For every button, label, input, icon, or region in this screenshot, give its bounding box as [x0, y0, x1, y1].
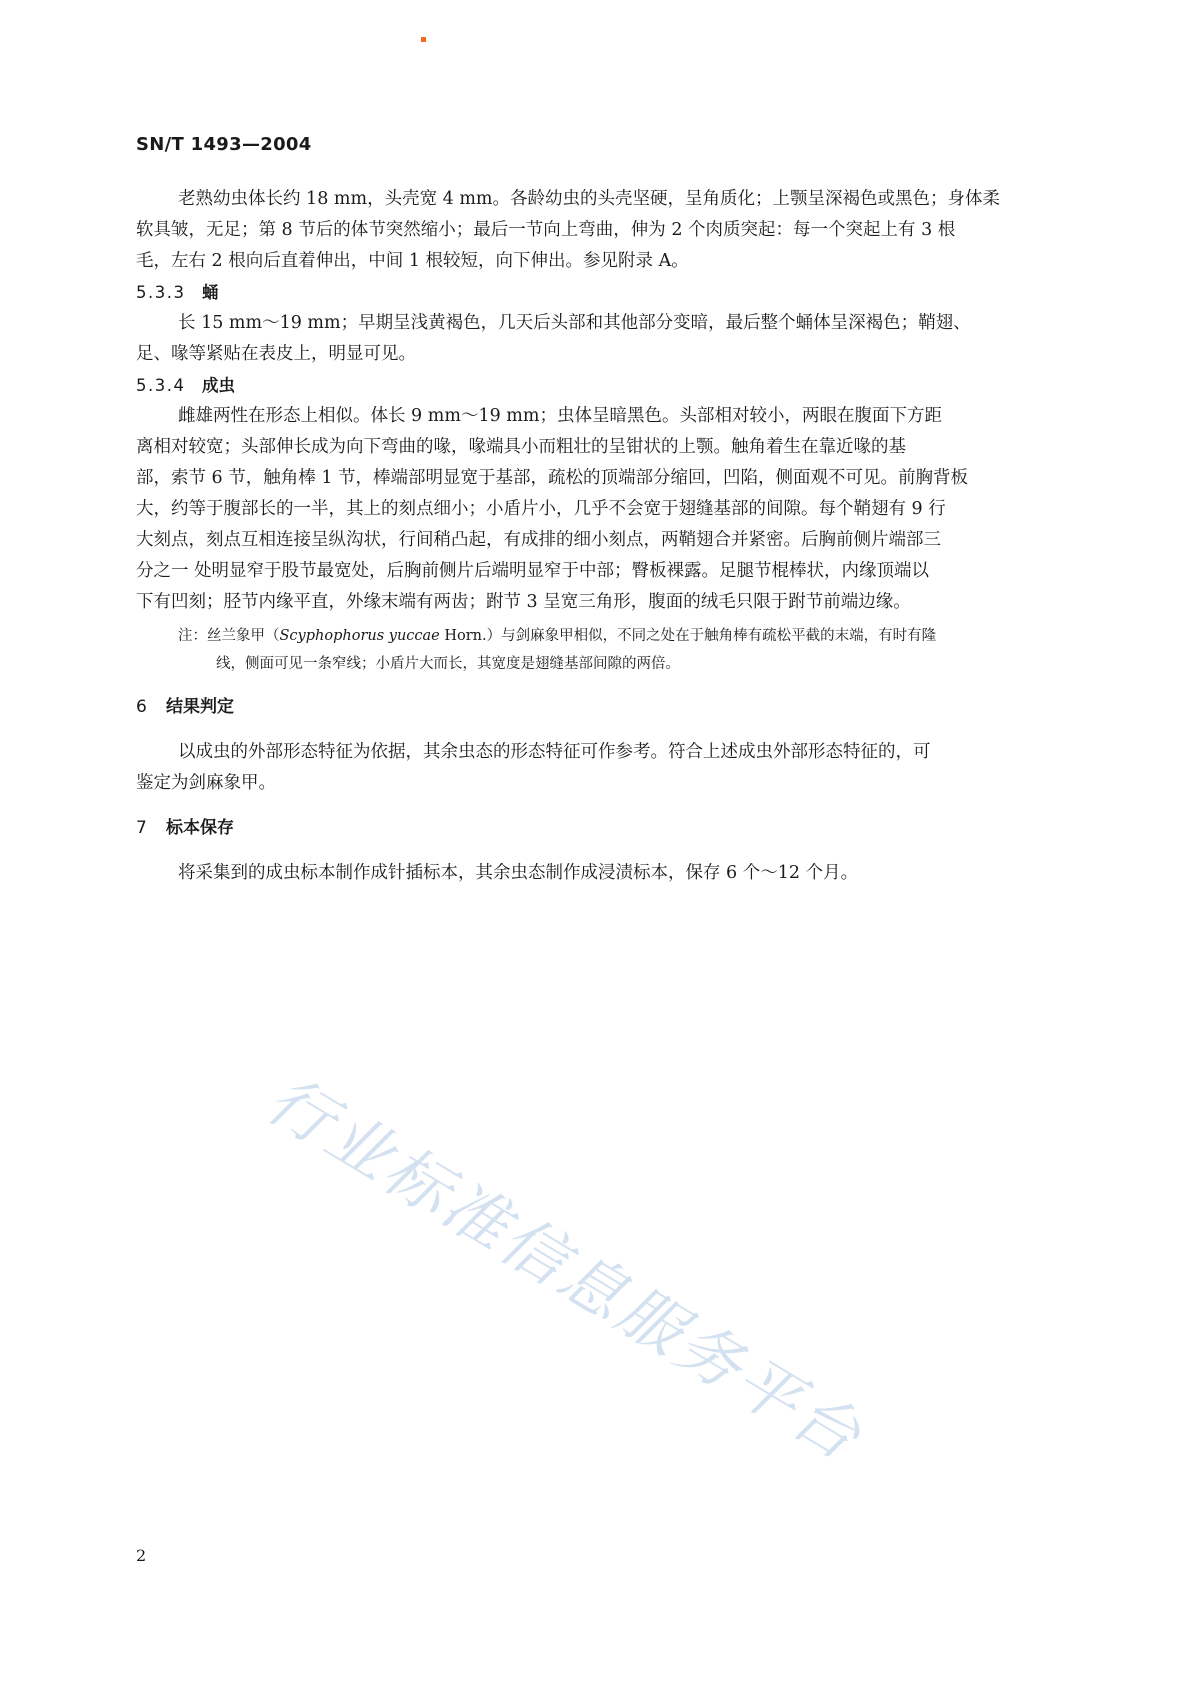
section-6-heading: [136, 692, 1056, 723]
section-7-number: 7: [136, 818, 147, 838]
section-6-number: 6: [136, 697, 147, 717]
note-line-2: 线，侧面可见一条窄线；小盾片大而长，其宽度是翅缝基部间隙的两倍。: [216, 656, 680, 672]
adult-line-1: 雌雄两性在形态上相似。体长 9 mm～19 mm；虫体呈暗黑色。头部相对较小，两眼在腹面下方距: [178, 406, 942, 426]
section-6-title: 结果判定: [166, 697, 234, 717]
section-7-heading: [136, 813, 1056, 844]
adult-heading-number: 5.3.4: [136, 376, 186, 395]
document-code: SN/T 1493—2004: [136, 134, 312, 155]
section-6-line-2: 鉴定为剑麻象甲。: [136, 773, 276, 793]
pupa-heading-number: 5.3.3: [136, 283, 186, 302]
pupa-heading-title: 蛹: [202, 283, 219, 302]
pupa-heading: [136, 277, 1056, 308]
larva-paragraph-cont: [136, 215, 1056, 277]
pupa-line-2: 足、喙等紧贴在表皮上，明显可见。: [136, 344, 416, 364]
section-7-line-1: 将采集到的成虫标本制作成针插标本，其余虫态制作成浸渍标本，保存 6 个～12 个月。: [178, 863, 859, 883]
section-6-paragraph-cont: [136, 768, 1056, 799]
note-author: Horn.）与剑麻象甲相似，不同之处在于触角棒有疏松平截的末端，有时有隆: [439, 628, 937, 644]
watermark-text: 行业标准信息服务平台: [254, 1062, 876, 1477]
adult-line-4: 大，约等于腹部长的一半，其上的刻点细小；小盾片小，几乎不会宽于翅缝基部的间隙。每个鞘翅有 9 行: [136, 499, 946, 519]
pupa-line-1: 长 15 mm～19 mm；早期呈浅黄褐色，几天后头部和其他部分变暗，最后整个蛹体呈深褐色；鞘翅、: [178, 313, 971, 333]
page-number: 2: [136, 1546, 147, 1565]
pupa-paragraph: [136, 308, 1056, 339]
pupa-paragraph-cont: [136, 339, 1056, 370]
adult-line-7: 下有凹刻；胫节内缘平直，外缘末端有两齿；跗节 3 呈宽三角形，腹面的绒毛只限于跗节前端边缘。: [136, 592, 911, 612]
adult-line-3: 部，索节 6 节，触角棒 1 节，棒端部明显宽于基部，疏松的顶端部分缩回，凹陷，侧面观不可见。前胸背板: [136, 468, 969, 488]
adult-note: [178, 622, 1056, 678]
section-7-title: 标本保存: [166, 818, 234, 838]
adult-line-5: 大刻点，刻点互相连接呈纵沟状，行间稍凸起，有成排的细小刻点，两鞘翅合并紧密。后胸前侧片端部三: [136, 530, 941, 550]
larva-line-2: 软具皱，无足；第 8 节后的体节突然缩小；最后一节向上弯曲，伸为 2 个肉质突起：每一个突起上有 3 根: [136, 220, 956, 240]
adult-line-6: 分之一 处明显窄于股节最宽处，后胸前侧片后端明显窄于中部；臀板裸露。足腿节棍棒状，内缘顶端以: [136, 561, 930, 581]
larva-paragraph: [136, 184, 1056, 215]
adult-heading-title: 成虫: [202, 376, 235, 395]
adult-paragraph-cont: [136, 432, 1056, 618]
adult-heading: [136, 370, 1056, 401]
orange-marker: [421, 37, 426, 42]
larva-line-3: 毛，左右 2 根向后直着伸出，中间 1 根较短，向下伸出。参见附录 A。: [136, 251, 689, 271]
adult-line-2: 离相对较宽；头部伸长成为向下弯曲的喙，喙端具小而粗壮的呈钳状的上颚。触角着生在靠近喙的基: [136, 437, 906, 457]
document-body: [136, 184, 1056, 889]
note-species-name: Scyphophorus yuccae: [279, 628, 440, 644]
note-prefix: 注：丝兰象甲（: [178, 628, 280, 644]
adult-paragraph: [136, 401, 1056, 432]
larva-line-1: 老熟幼虫体长约 18 mm，头壳宽 4 mm。各龄幼虫的头壳坚硬，呈角质化；上颚呈深褐色或黑色；身体柔: [178, 189, 1001, 209]
section-6-paragraph: [136, 737, 1056, 768]
section-6-line-1: 以成虫的外部形态特征为依据，其余虫态的形态特征可作参考。符合上述成虫外部形态特征的，可: [178, 742, 931, 762]
section-7-paragraph: [136, 858, 1056, 889]
